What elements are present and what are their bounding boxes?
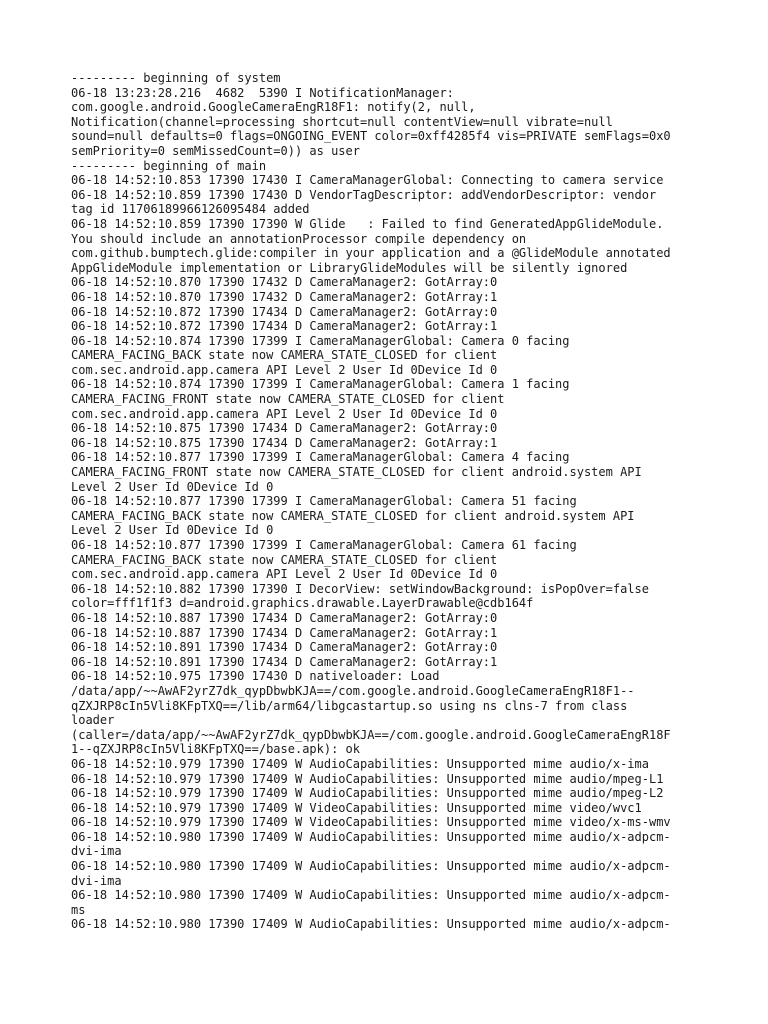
log-line: com.sec.android.app.camera API Level 2 User Id 0Device Id 0 xyxy=(71,406,498,421)
log-line: 06-18 14:52:10.859 17390 17390 W Glide : Failed to find GeneratedAppGlideModule. xyxy=(71,216,664,231)
log-line: CAMERA_FACING_BACK state now CAMERA_STATE_CLOSED for client android.system API xyxy=(71,508,635,523)
log-line: com.google.android.GoogleCameraEngR18F1: notify(2, null, xyxy=(71,100,476,115)
log-line: dvi-ima xyxy=(71,844,122,859)
log-line: 06-18 14:52:10.979 17390 17409 W AudioCapabilities: Unsupported mime audio/mpeg-L1 xyxy=(71,771,664,786)
log-line: 06-18 14:52:10.882 17390 17390 I DecorView: setWindowBackground: isPopOver=false xyxy=(71,581,649,596)
log-line: CAMERA_FACING_BACK state now CAMERA_STATE_CLOSED for client xyxy=(71,348,498,363)
log-line: sound=null defaults=0 flags=ONGOING_EVENT color=0xff4285f4 vis=PRIVATE semFlags=0x0 xyxy=(71,129,671,144)
log-line: 06-18 14:52:10.853 17390 17430 I CameraManagerGlobal: Connecting to camera service xyxy=(71,173,664,188)
log-line: Level 2 User Id 0Device Id 0 xyxy=(71,523,274,538)
log-line: (caller=/data/app/~~AwAF2yrZ7dk_qypDbwbKJA==/com.google.android.GoogleCameraEngR18F xyxy=(71,727,671,742)
log-line: 06-18 14:52:10.859 17390 17430 D VendorTagDescriptor: addVendorDescriptor: vendor xyxy=(71,187,657,202)
log-line: AppGlideModule implementation or LibraryGlideModules will be silently ignored xyxy=(71,260,628,275)
log-line: Notification(channel=processing shortcut=null contentView=null vibrate=null xyxy=(71,114,613,129)
log-line: 06-18 14:52:10.979 17390 17409 W VideoCapabilities: Unsupported mime video/wvc1 xyxy=(71,800,642,815)
log-line: 06-18 14:52:10.870 17390 17432 D CameraManager2: GotArray:0 xyxy=(71,275,498,290)
log-line: --------- beginning of main xyxy=(71,158,267,173)
log-line: 06-18 14:52:10.877 17390 17399 I CameraManagerGlobal: Camera 4 facing xyxy=(71,450,570,465)
log-line: 06-18 14:52:10.891 17390 17434 D CameraManager2: GotArray:0 xyxy=(71,640,498,655)
log-line: 06-18 14:52:10.975 17390 17430 D nativeloader: Load xyxy=(71,669,440,684)
log-line: 06-18 13:23:28.216 4682 5390 I NotificationManager: xyxy=(71,85,454,100)
log-line: CAMERA_FACING_FRONT state now CAMERA_STATE_CLOSED for client xyxy=(71,392,505,407)
log-line: color=fff1f1f3 d=android.graphics.drawable.LayerDrawable@cdb164f xyxy=(71,596,534,611)
log-line: 06-18 14:52:10.870 17390 17432 D CameraManager2: GotArray:1 xyxy=(71,289,498,304)
log-line: 06-18 14:52:10.875 17390 17434 D CameraManager2: GotArray:0 xyxy=(71,421,498,436)
log-line: 06-18 14:52:10.979 17390 17409 W AudioCapabilities: Unsupported mime audio/x-ima xyxy=(71,756,649,771)
log-line: 06-18 14:52:10.874 17390 17399 I CameraManagerGlobal: Camera 0 facing xyxy=(71,333,570,348)
log-line: 06-18 14:52:10.872 17390 17434 D CameraManager2: GotArray:0 xyxy=(71,304,498,319)
log-line: CAMERA_FACING_FRONT state now CAMERA_STATE_CLOSED for client android.system API xyxy=(71,465,642,480)
log-document xyxy=(71,71,711,932)
log-line: qZXJRP8cIn5Vli8KFpTXQ==/lib/arm64/libgcastartup.so using ns clns-7 from class xyxy=(71,698,628,713)
log-line: 06-18 14:52:10.891 17390 17434 D CameraManager2: GotArray:1 xyxy=(71,654,498,669)
log-line: /data/app/~~AwAF2yrZ7dk_qypDbwbKJA==/com.google.android.GoogleCameraEngR18F1-- xyxy=(71,683,635,698)
log-line: 1--qZXJRP8cIn5Vli8KFpTXQ==/base.apk): ok xyxy=(71,742,360,757)
log-line: 06-18 14:52:10.980 17390 17409 W AudioCapabilities: Unsupported mime audio/x-adpcm- xyxy=(71,859,671,874)
log-line: 06-18 14:52:10.875 17390 17434 D CameraManager2: GotArray:1 xyxy=(71,435,498,450)
log-line: 06-18 14:52:10.887 17390 17434 D CameraManager2: GotArray:0 xyxy=(71,610,498,625)
log-line: CAMERA_FACING_BACK state now CAMERA_STATE_CLOSED for client xyxy=(71,552,498,567)
log-line: 06-18 14:52:10.877 17390 17399 I CameraManagerGlobal: Camera 51 facing xyxy=(71,494,577,509)
log-line: 06-18 14:52:10.887 17390 17434 D CameraManager2: GotArray:1 xyxy=(71,625,498,640)
log-line: com.sec.android.app.camera API Level 2 User Id 0Device Id 0 xyxy=(71,362,498,377)
log-line: 06-18 14:52:10.979 17390 17409 W VideoCapabilities: Unsupported mime video/x-ms-wmv xyxy=(71,815,671,830)
log-line: 06-18 14:52:10.874 17390 17399 I CameraManagerGlobal: Camera 1 facing xyxy=(71,377,570,392)
log-line: 06-18 14:52:10.872 17390 17434 D CameraManager2: GotArray:1 xyxy=(71,319,498,334)
log-line: ms xyxy=(71,902,86,917)
log-line: com.sec.android.app.camera API Level 2 User Id 0Device Id 0 xyxy=(71,567,498,582)
log-line: 06-18 14:52:10.979 17390 17409 W AudioCapabilities: Unsupported mime audio/mpeg-L2 xyxy=(71,786,664,801)
log-line: Level 2 User Id 0Device Id 0 xyxy=(71,479,274,494)
log-line: semPriority=0 semMissedCount=0)) as user xyxy=(71,143,360,158)
log-line: 06-18 14:52:10.980 17390 17409 W AudioCapabilities: Unsupported mime audio/x-adpcm- xyxy=(71,917,671,932)
log-line: com.github.bumptech.glide:compiler in your application and a @GlideModule annotated xyxy=(71,246,671,261)
log-line: You should include an annotationProcessor compile dependency on xyxy=(71,231,527,246)
log-line: loader xyxy=(71,713,115,728)
log-line: 06-18 14:52:10.980 17390 17409 W AudioCapabilities: Unsupported mime audio/x-adpcm- xyxy=(71,829,671,844)
log-line: dvi-ima xyxy=(71,873,122,888)
log-line: tag id 11706189966126095484 added xyxy=(71,202,310,217)
log-line: --------- beginning of system xyxy=(71,71,281,85)
log-line: 06-18 14:52:10.877 17390 17399 I CameraManagerGlobal: Camera 61 facing xyxy=(71,538,577,552)
log-line: 06-18 14:52:10.980 17390 17409 W AudioCapabilities: Unsupported mime audio/x-adpcm- xyxy=(71,888,671,903)
